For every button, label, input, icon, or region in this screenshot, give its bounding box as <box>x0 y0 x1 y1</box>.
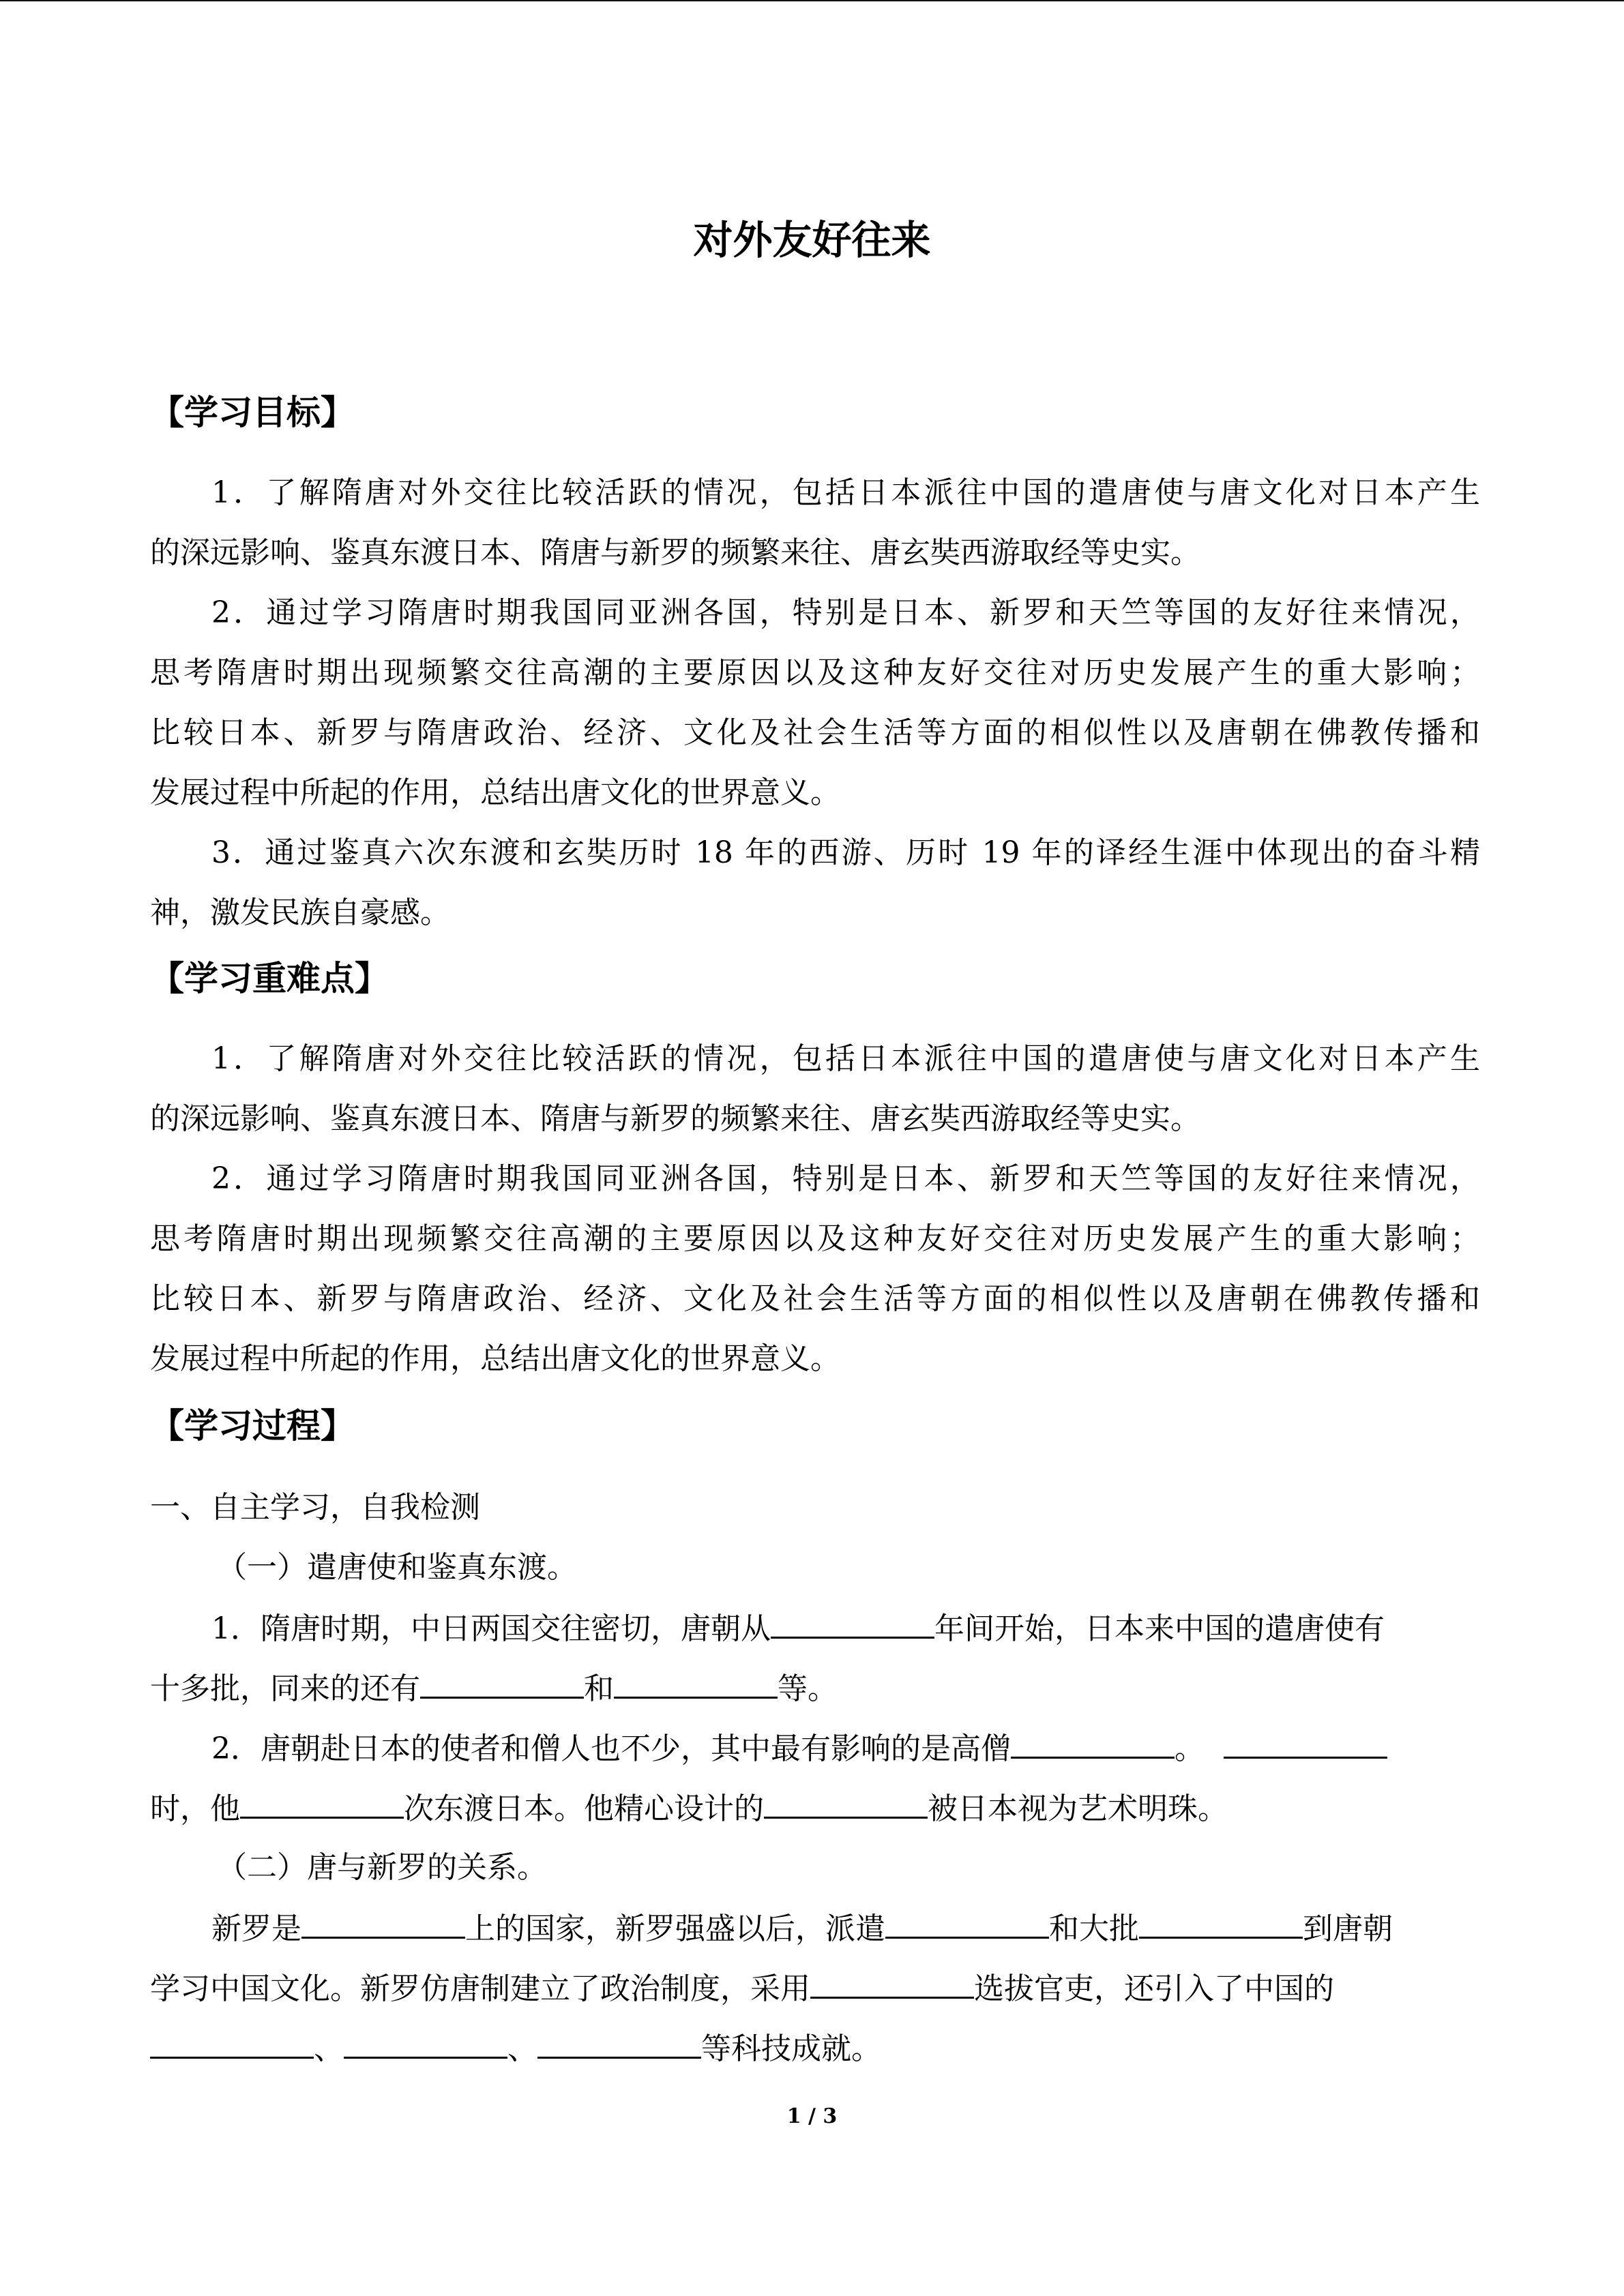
fill-blank[interactable] <box>537 2027 701 2059</box>
q2-text-b: 。 <box>1175 1731 1205 1766</box>
fill-blank[interactable] <box>150 2027 314 2059</box>
subsection-2-title: （二）唐与新罗的关系。 <box>217 1850 547 1885</box>
fill-blank[interactable] <box>301 1907 465 1939</box>
fill-blank[interactable] <box>240 1787 404 1819</box>
fill-blank[interactable] <box>344 2027 507 2059</box>
q2-text-e: 被日本视为艺术明珠。 <box>928 1791 1228 1826</box>
keypoint-2-line-1: 2．通过学习隋唐时期我国同亚洲各国，特别是日本、新罗和天竺等国的友好往来情况， <box>211 1161 1480 1196</box>
question-3-line-2 <box>150 1967 1480 2010</box>
q3-text-e: 学习中国文化。新罗仿唐制建立了政治制度，采用 <box>150 1971 810 2006</box>
q2-text-c: 时，他 <box>150 1791 240 1826</box>
keypoint-1-line-1: 1．了解隋唐对外交往比较活跃的情况，包括日本派往中国的遣唐使与唐文化对日本产生 <box>211 1041 1480 1076</box>
q1-text-e: 等。 <box>778 1671 838 1706</box>
top-border <box>0 0 1624 1</box>
fill-blank[interactable] <box>1224 1727 1387 1759</box>
fill-blank[interactable] <box>614 1667 778 1699</box>
heading-objectives: 【学习目标】 <box>150 393 355 432</box>
fill-blank[interactable] <box>885 1907 1049 1939</box>
q1-text-c: 十多批，同来的还有 <box>150 1671 420 1706</box>
q3-text-h: 、 <box>507 2031 537 2066</box>
fill-blank[interactable] <box>810 1967 974 1999</box>
q2-text-d: 次东渡日本。他精心设计的 <box>404 1791 764 1826</box>
objective-3-line-1: 3．通过鉴真六次东渡和玄奘历时 18 年的西游、历时 19 年的译经生涯中体现出的奋斗精 <box>211 835 1480 870</box>
q3-text-d: 到唐朝 <box>1303 1911 1393 1946</box>
objective-2-line-3: 比较日本、新罗与隋唐政治、经济、文化及社会生活等方面的相似性以及唐朝在佛教传播和 <box>150 715 1480 750</box>
heading-key-points: 【学习重难点】 <box>150 959 389 998</box>
q1-text-b: 年间开始，日本来中国的遣唐使有 <box>934 1611 1385 1646</box>
keypoint-2-line-2: 思考隋唐时期出现频繁交往高潮的主要原因以及这种友好交往对历史发展产生的重大影响； <box>150 1221 1480 1256</box>
objective-1-line-1: 1．了解隋唐对外交往比较活跃的情况，包括日本派往中国的遣唐使与唐文化对日本产生 <box>211 475 1480 510</box>
question-2-line-1 <box>211 1727 1480 1770</box>
objective-2-line-2: 思考隋唐时期出现频繁交往高潮的主要原因以及这种友好交往对历史发展产生的重大影响； <box>150 655 1480 690</box>
part1-title: 一、自主学习，自我检测 <box>150 1490 480 1525</box>
q1-text-d: 和 <box>584 1671 614 1706</box>
question-3-line-3 <box>150 2027 1480 2070</box>
q3-text-i: 等科技成就。 <box>701 2031 881 2066</box>
keypoint-1-line-2: 的深远影响、鉴真东渡日本、隋唐与新罗的频繁来往、唐玄奘西游取经等史实。 <box>150 1101 1200 1136</box>
fill-blank[interactable] <box>1139 1907 1303 1939</box>
q3-text-c: 和大批 <box>1049 1911 1139 1946</box>
question-2-line-2 <box>150 1787 1480 1830</box>
page-number: 1 / 3 <box>786 2104 838 2128</box>
objective-1-line-2: 的深远影响、鉴真东渡日本、隋唐与新罗的频繁来往、唐玄奘西游取经等史实。 <box>150 535 1200 570</box>
fill-blank[interactable] <box>764 1787 928 1819</box>
fill-blank[interactable] <box>1011 1727 1175 1759</box>
objective-3-line-2: 神，激发民族自豪感。 <box>150 895 450 930</box>
q3-text-b: 上的国家，新罗强盛以后，派遣 <box>465 1911 885 1946</box>
question-1-line-1 <box>211 1607 1480 1650</box>
fill-blank[interactable] <box>420 1667 584 1699</box>
question-1-line-2 <box>150 1667 1480 1710</box>
q1-text-a: 1．隋唐时期，中日两国交往密切，唐朝从 <box>211 1611 771 1646</box>
objective-2-line-4: 发展过程中所起的作用，总结出唐文化的世界意义。 <box>150 775 840 810</box>
question-3-line-1 <box>211 1907 1480 1950</box>
fill-blank[interactable] <box>771 1607 934 1639</box>
keypoint-2-line-4: 发展过程中所起的作用，总结出唐文化的世界意义。 <box>150 1341 840 1376</box>
q3-text-f: 选拔官吏，还引入了中国的 <box>974 1971 1334 2006</box>
q3-text-g: 、 <box>314 2031 344 2066</box>
keypoint-2-line-3: 比较日本、新罗与隋唐政治、经济、文化及社会生活等方面的相似性以及唐朝在佛教传播和 <box>150 1281 1480 1316</box>
subsection-1-title: （一）遣唐使和鉴真东渡。 <box>217 1550 577 1585</box>
heading-process: 【学习过程】 <box>150 1406 355 1446</box>
q2-text-a: 2．唐朝赴日本的使者和僧人也不少，其中最有影响的是高僧 <box>211 1731 1011 1766</box>
objective-2-line-1: 2．通过学习隋唐时期我国同亚洲各国，特别是日本、新罗和天竺等国的友好往来情况， <box>211 595 1480 630</box>
page-title: 对外友好往来 <box>693 217 931 263</box>
q3-text-a: 新罗是 <box>211 1911 301 1946</box>
